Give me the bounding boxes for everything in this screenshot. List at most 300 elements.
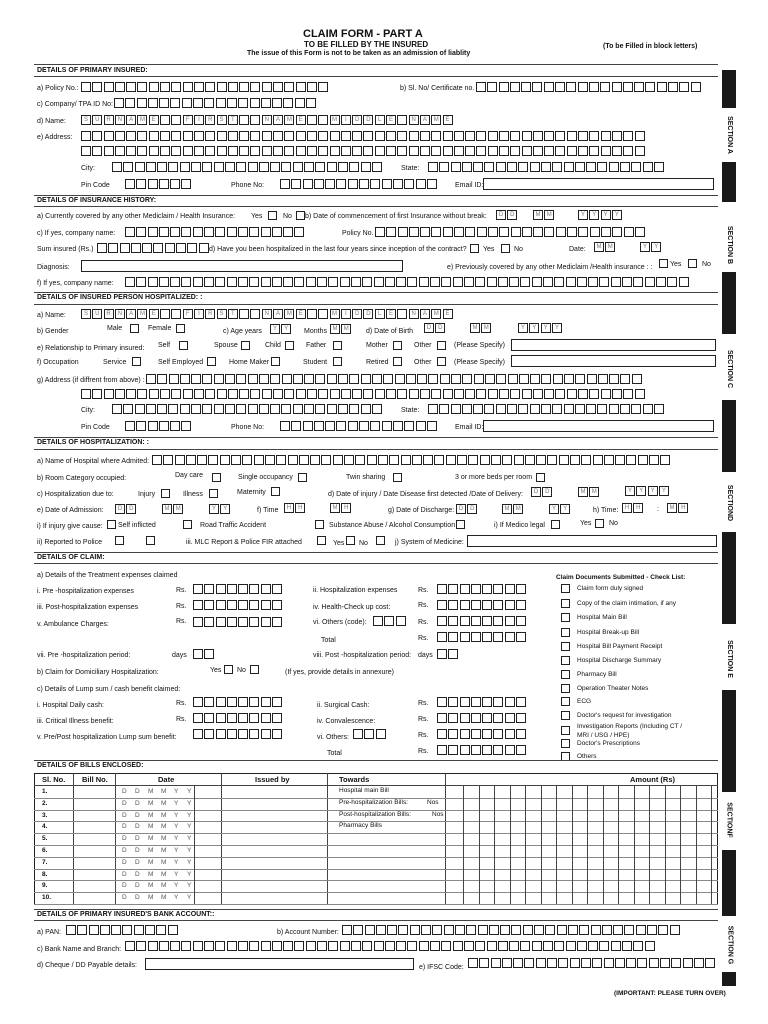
input-box[interactable]	[125, 941, 135, 951]
input-box[interactable]: H	[622, 503, 632, 513]
input-box[interactable]	[180, 374, 190, 384]
input-box[interactable]: A	[420, 115, 430, 125]
input-box[interactable]	[609, 404, 619, 414]
input-box[interactable]	[489, 925, 499, 935]
input-box[interactable]: R	[205, 309, 215, 319]
input-box[interactable]	[359, 179, 369, 189]
input-box[interactable]	[448, 729, 458, 739]
input-box[interactable]	[386, 227, 396, 237]
input-box[interactable]: E	[386, 309, 396, 319]
input-box[interactable]	[543, 277, 553, 287]
input-box[interactable]	[522, 131, 532, 141]
pre-post-lump-amount[interactable]	[193, 729, 283, 739]
surgical-cash-amount[interactable]	[437, 697, 527, 707]
input-box[interactable]	[547, 958, 557, 968]
input-box[interactable]	[448, 745, 458, 755]
input-box[interactable]	[510, 82, 520, 92]
checklist-checkbox[interactable]	[561, 613, 570, 622]
input-box[interactable]	[239, 389, 249, 399]
input-box[interactable]	[216, 713, 226, 723]
input-box[interactable]: A	[126, 309, 136, 319]
input-box[interactable]	[620, 404, 630, 414]
input-box[interactable]	[338, 374, 348, 384]
input-box[interactable]	[280, 179, 290, 189]
input-box[interactable]	[250, 98, 260, 108]
input-box[interactable]	[613, 925, 623, 935]
input-box[interactable]	[423, 455, 433, 465]
input-box[interactable]	[656, 277, 666, 287]
input-box[interactable]	[216, 98, 226, 108]
input-box[interactable]	[427, 421, 437, 431]
input-box[interactable]	[193, 729, 203, 739]
input-box[interactable]: Y	[601, 210, 611, 220]
input-box[interactable]	[437, 729, 447, 739]
input-box[interactable]	[404, 421, 414, 431]
input-box[interactable]	[341, 389, 351, 399]
input-box[interactable]	[398, 925, 408, 935]
input-box[interactable]: N	[115, 309, 125, 319]
input-box[interactable]	[239, 131, 249, 141]
input-box[interactable]	[505, 697, 515, 707]
critical-illness-amount[interactable]	[193, 713, 283, 723]
input-box[interactable]	[120, 243, 130, 253]
input-box[interactable]	[181, 277, 191, 287]
input-box[interactable]	[81, 82, 91, 92]
input-box[interactable]	[382, 421, 392, 431]
input-box[interactable]	[306, 98, 316, 108]
input-box[interactable]	[375, 131, 385, 141]
input-box[interactable]	[228, 131, 238, 141]
input-box[interactable]	[294, 277, 304, 287]
input-box[interactable]	[441, 277, 451, 287]
input-box[interactable]	[491, 958, 501, 968]
bill-date-cell[interactable]: M	[148, 894, 154, 902]
input-box[interactable]	[437, 616, 447, 626]
input-box[interactable]	[525, 455, 535, 465]
input-box[interactable]	[136, 277, 146, 287]
self-inflicted-checkbox[interactable]	[107, 520, 116, 529]
input-box[interactable]	[215, 941, 225, 951]
input-box[interactable]	[238, 98, 248, 108]
input-box[interactable]	[373, 616, 383, 626]
input-box[interactable]	[228, 146, 238, 156]
input-box[interactable]	[601, 227, 611, 237]
checklist-checkbox[interactable]	[561, 628, 570, 637]
input-box[interactable]	[217, 131, 227, 141]
input-box[interactable]	[204, 649, 214, 659]
bill-date-cell[interactable]: M	[148, 882, 154, 890]
input-box[interactable]	[363, 131, 373, 141]
input-box[interactable]	[204, 227, 214, 237]
post-hosp-amount[interactable]	[193, 600, 283, 610]
input-box[interactable]	[647, 925, 657, 935]
input-box[interactable]	[448, 600, 458, 610]
bill-date-cell[interactable]: Y	[174, 870, 179, 878]
input-box[interactable]	[261, 584, 271, 594]
input-box[interactable]	[92, 131, 102, 141]
input-box[interactable]	[228, 389, 238, 399]
input-box[interactable]	[477, 227, 487, 237]
input-box[interactable]	[505, 584, 515, 594]
input-box[interactable]	[386, 389, 396, 399]
input-box[interactable]	[493, 600, 503, 610]
dob-year[interactable]	[518, 323, 563, 333]
input-box[interactable]	[262, 146, 272, 156]
input-box[interactable]	[460, 584, 470, 594]
input-box[interactable]	[534, 925, 544, 935]
input-box[interactable]	[194, 131, 204, 141]
input-box[interactable]	[524, 958, 534, 968]
bill-date-cell[interactable]: D	[122, 870, 127, 878]
input-box[interactable]	[597, 404, 607, 414]
input-box[interactable]	[667, 277, 677, 287]
input-box[interactable]	[342, 925, 352, 935]
input-box[interactable]	[668, 82, 678, 92]
rel-specify-field[interactable]	[511, 339, 716, 351]
input-box[interactable]	[250, 389, 260, 399]
input-box[interactable]: U	[92, 115, 102, 125]
input-box[interactable]	[231, 455, 241, 465]
input-box[interactable]	[484, 404, 494, 414]
input-box[interactable]	[575, 162, 585, 172]
discharge-day[interactable]	[456, 504, 479, 514]
input-box[interactable]: D	[424, 323, 434, 333]
input-box[interactable]	[372, 404, 382, 414]
convalescence-amount[interactable]	[437, 713, 527, 723]
input-box[interactable]	[205, 389, 215, 399]
occ-specify-field[interactable]	[511, 355, 716, 367]
input-box[interactable]	[516, 632, 526, 642]
input-box[interactable]	[420, 389, 430, 399]
input-box[interactable]	[568, 925, 578, 935]
input-box[interactable]	[169, 374, 179, 384]
input-box[interactable]	[296, 389, 306, 399]
input-box[interactable]	[170, 98, 180, 108]
input-box[interactable]	[536, 455, 546, 465]
input-box[interactable]	[475, 277, 485, 287]
input-box[interactable]	[272, 713, 282, 723]
bill-date-cell[interactable]: Y	[174, 835, 179, 843]
sum-insured-boxes[interactable]	[97, 243, 210, 253]
input-box[interactable]	[304, 162, 314, 172]
hospital-name-boxes[interactable]	[152, 455, 672, 465]
input-box[interactable]	[545, 925, 555, 935]
input-box[interactable]	[227, 227, 237, 237]
input-box[interactable]	[578, 146, 588, 156]
input-box[interactable]	[306, 941, 316, 951]
input-box[interactable]	[171, 115, 181, 125]
input-box[interactable]	[552, 162, 562, 172]
input-box[interactable]: Y	[552, 323, 562, 333]
input-box[interactable]	[508, 374, 518, 384]
input-box[interactable]	[589, 389, 599, 399]
insured-state-boxes[interactable]	[428, 404, 665, 414]
input-box[interactable]	[541, 404, 551, 414]
input-box[interactable]: M	[431, 115, 441, 125]
bill-date-cell[interactable]: M	[148, 858, 154, 866]
input-box[interactable]	[499, 82, 509, 92]
substance-checkbox[interactable]	[315, 520, 324, 529]
input-box[interactable]	[465, 131, 475, 141]
occ-self-employed-checkbox[interactable]	[207, 357, 216, 366]
bill-date-cell[interactable]: D	[135, 811, 140, 819]
checklist-checkbox[interactable]	[561, 584, 570, 593]
input-box[interactable]	[351, 277, 361, 287]
input-box[interactable]	[159, 421, 169, 431]
input-box[interactable]	[374, 277, 384, 287]
company-tpa-boxes[interactable]	[114, 98, 317, 108]
input-box[interactable]	[125, 277, 135, 287]
input-box[interactable]	[658, 925, 668, 935]
input-box[interactable]	[460, 729, 470, 739]
input-box[interactable]: N	[409, 309, 419, 319]
input-box[interactable]	[564, 162, 574, 172]
input-box[interactable]	[397, 309, 407, 319]
input-box[interactable]	[111, 925, 121, 935]
input-box[interactable]	[370, 421, 380, 431]
input-box[interactable]	[131, 243, 141, 253]
input-box[interactable]	[654, 404, 664, 414]
bank-name-boxes[interactable]	[125, 941, 656, 951]
bill-date-cell[interactable]: D	[122, 811, 127, 819]
input-box[interactable]	[598, 374, 608, 384]
input-box[interactable]	[239, 309, 249, 319]
input-box[interactable]	[283, 98, 293, 108]
input-box[interactable]	[493, 697, 503, 707]
input-box[interactable]	[259, 162, 269, 172]
input-box[interactable]	[303, 421, 313, 431]
input-box[interactable]	[365, 925, 375, 935]
input-box[interactable]: N	[115, 115, 125, 125]
input-box[interactable]	[97, 243, 107, 253]
input-box[interactable]	[344, 455, 354, 465]
input-box[interactable]	[471, 600, 481, 610]
input-box[interactable]	[304, 374, 314, 384]
input-box[interactable]	[216, 729, 226, 739]
bill-date-cell[interactable]: D	[122, 835, 127, 843]
input-box[interactable]	[612, 389, 622, 399]
input-box[interactable]: I	[194, 309, 204, 319]
input-box[interactable]	[217, 146, 227, 156]
input-box[interactable]	[314, 421, 324, 431]
input-box[interactable]	[564, 404, 574, 414]
input-box[interactable]	[327, 162, 337, 172]
input-box[interactable]	[272, 697, 282, 707]
input-box[interactable]	[159, 179, 169, 189]
input-box[interactable]	[401, 455, 411, 465]
input-box[interactable]	[397, 115, 407, 125]
input-box[interactable]	[249, 600, 259, 610]
input-box[interactable]	[522, 146, 532, 156]
input-box[interactable]	[261, 713, 271, 723]
input-box[interactable]	[137, 98, 147, 108]
input-box[interactable]	[520, 277, 530, 287]
input-box[interactable]	[325, 421, 335, 431]
input-box[interactable]	[349, 404, 359, 414]
input-box[interactable]	[397, 389, 407, 399]
input-box[interactable]	[471, 584, 481, 594]
input-box[interactable]	[307, 82, 317, 92]
input-box[interactable]	[159, 227, 169, 237]
input-box[interactable]	[204, 277, 214, 287]
twin-sharing-checkbox[interactable]	[393, 473, 402, 482]
input-box[interactable]	[544, 131, 554, 141]
input-box[interactable]	[112, 404, 122, 414]
input-box[interactable]	[145, 925, 155, 935]
mlc-checkbox[interactable]	[317, 536, 326, 545]
input-box[interactable]	[363, 146, 373, 156]
input-box[interactable]	[522, 389, 532, 399]
input-box[interactable]	[181, 421, 191, 431]
input-box[interactable]	[510, 389, 520, 399]
input-box[interactable]	[372, 374, 382, 384]
input-box[interactable]	[566, 277, 576, 287]
bill-date-cell[interactable]: Y	[174, 847, 179, 854]
input-box[interactable]	[115, 131, 125, 141]
input-box[interactable]	[123, 162, 133, 172]
input-box[interactable]	[270, 404, 280, 414]
input-box[interactable]	[609, 162, 619, 172]
insured-email-field[interactable]	[483, 420, 714, 432]
input-box[interactable]	[262, 82, 272, 92]
input-box[interactable]	[579, 925, 589, 935]
input-box[interactable]: M	[513, 504, 523, 514]
input-box[interactable]	[376, 729, 386, 739]
hospitalized-no-box[interactable]	[501, 244, 510, 253]
input-box[interactable]	[496, 374, 506, 384]
input-box[interactable]	[555, 131, 565, 141]
input-box[interactable]	[293, 162, 303, 172]
input-box[interactable]	[126, 389, 136, 399]
input-box[interactable]	[170, 179, 180, 189]
input-box[interactable]	[581, 958, 591, 968]
single-occupancy-checkbox[interactable]	[298, 473, 307, 482]
input-box[interactable]	[487, 941, 497, 951]
input-box[interactable]: D	[352, 115, 362, 125]
input-box[interactable]	[671, 958, 681, 968]
input-box[interactable]	[468, 455, 478, 465]
input-box[interactable]	[510, 131, 520, 141]
input-box[interactable]	[193, 617, 203, 627]
input-box[interactable]	[578, 131, 588, 141]
input-box[interactable]	[498, 277, 508, 287]
input-box[interactable]	[432, 925, 442, 935]
input-box[interactable]	[623, 131, 633, 141]
input-box[interactable]	[284, 82, 294, 92]
input-box[interactable]	[170, 421, 180, 431]
input-box[interactable]	[148, 277, 158, 287]
input-box[interactable]	[624, 227, 634, 237]
input-box[interactable]	[502, 455, 512, 465]
input-box[interactable]	[462, 374, 472, 384]
input-box[interactable]	[249, 713, 259, 723]
input-box[interactable]	[446, 455, 456, 465]
injury-checkbox[interactable]	[161, 489, 170, 498]
input-box[interactable]	[236, 404, 246, 414]
policy-no-boxes[interactable]	[81, 82, 330, 92]
input-box[interactable]	[273, 131, 283, 141]
input-box[interactable]	[575, 374, 585, 384]
input-box[interactable]	[336, 179, 346, 189]
input-box[interactable]	[148, 941, 158, 951]
others-boxes[interactable]	[353, 729, 387, 739]
input-box[interactable]: M	[284, 309, 294, 319]
input-box[interactable]	[466, 925, 476, 935]
input-box[interactable]	[353, 925, 363, 935]
input-box[interactable]	[407, 277, 417, 287]
input-box[interactable]	[612, 131, 622, 141]
input-box[interactable]	[638, 455, 648, 465]
input-box[interactable]	[325, 179, 335, 189]
input-box[interactable]	[482, 745, 492, 755]
input-box[interactable]	[643, 404, 653, 414]
input-box[interactable]	[530, 374, 540, 384]
input-box[interactable]	[493, 713, 503, 723]
input-box[interactable]	[482, 697, 492, 707]
occ-other-checkbox[interactable]	[437, 357, 446, 366]
input-box[interactable]: M	[341, 324, 351, 334]
input-box[interactable]: M	[533, 210, 543, 220]
input-box[interactable]	[544, 389, 554, 399]
input-box[interactable]	[465, 146, 475, 156]
input-box[interactable]	[194, 82, 204, 92]
admission-time-hours[interactable]	[284, 503, 307, 513]
input-box[interactable]	[645, 277, 655, 287]
input-box[interactable]	[115, 146, 125, 156]
input-box[interactable]	[349, 162, 359, 172]
input-box[interactable]	[180, 404, 190, 414]
input-box[interactable]: I	[341, 115, 351, 125]
input-box[interactable]	[181, 227, 191, 237]
input-box[interactable]	[250, 146, 260, 156]
input-box[interactable]	[284, 389, 294, 399]
input-box[interactable]	[649, 455, 659, 465]
insured-city-boxes[interactable]	[112, 404, 383, 414]
input-box[interactable]	[448, 713, 458, 723]
input-box[interactable]	[136, 421, 146, 431]
input-box[interactable]	[123, 404, 133, 414]
input-box[interactable]	[443, 389, 453, 399]
input-box[interactable]: R	[205, 115, 215, 125]
input-box[interactable]	[272, 584, 282, 594]
illness-checkbox[interactable]	[209, 489, 218, 498]
input-box[interactable]	[197, 455, 207, 465]
input-box[interactable]	[284, 131, 294, 141]
input-box[interactable]	[250, 115, 260, 125]
input-box[interactable]	[351, 941, 361, 951]
input-box[interactable]	[170, 227, 180, 237]
input-box[interactable]	[511, 925, 521, 935]
bill-date-cell[interactable]: Y	[187, 882, 192, 890]
covered-no-checkbox[interactable]	[296, 211, 305, 220]
input-box[interactable]	[261, 729, 271, 739]
input-box[interactable]	[136, 227, 146, 237]
input-box[interactable]	[81, 131, 91, 141]
input-box[interactable]: R	[104, 115, 114, 125]
rel-other-checkbox[interactable]	[437, 341, 446, 350]
input-box[interactable]: Y	[518, 323, 528, 333]
input-box[interactable]	[288, 455, 298, 465]
input-box[interactable]	[462, 404, 472, 414]
input-box[interactable]	[631, 162, 641, 172]
input-box[interactable]	[465, 227, 475, 237]
input-box[interactable]	[149, 82, 159, 92]
input-box[interactable]	[533, 227, 543, 237]
input-box[interactable]	[393, 421, 403, 431]
primary-pin-boxes[interactable]	[125, 179, 193, 189]
bill-date-cell[interactable]: D	[135, 823, 140, 831]
input-box[interactable]	[601, 146, 611, 156]
